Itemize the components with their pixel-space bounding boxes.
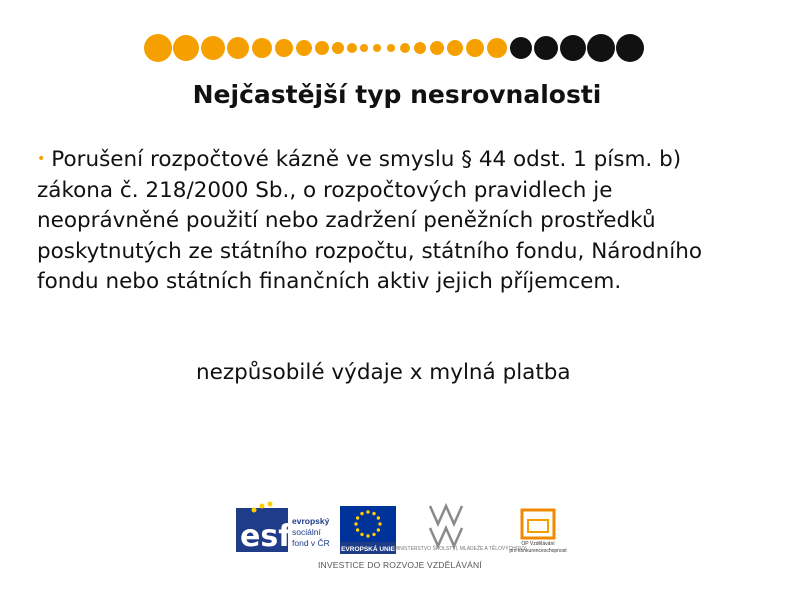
decorative-dot bbox=[466, 39, 484, 57]
paragraph-line-1-text: Porušení rozpočtové kázně ve smyslu § 44 odst. 1 písm. b) bbox=[51, 147, 682, 172]
op-text-2: pro konkurenceschopnost bbox=[509, 548, 567, 554]
decorative-dot bbox=[201, 36, 225, 60]
eu-star-icon bbox=[356, 516, 359, 519]
page-title: Nejčastější typ nesrovnalosti bbox=[192, 80, 602, 109]
esf-text-3: fond v ČR bbox=[292, 538, 330, 548]
body-paragraph bbox=[37, 144, 767, 298]
paragraph-line-3: neoprávněné použití nebo zadržení peněžních prostředků bbox=[37, 208, 656, 233]
eu-star-icon bbox=[360, 512, 363, 515]
op-text-1: OP Vzdělávání bbox=[521, 541, 555, 547]
paragraph-line-2: zákona č. 218/2000 Sb., o rozpočtových pravidlech je bbox=[37, 177, 613, 203]
paragraph-line-1 bbox=[37, 144, 767, 176]
bullet-icon: • bbox=[37, 151, 46, 167]
eu-star-icon bbox=[354, 522, 357, 525]
decorative-dot bbox=[144, 34, 172, 62]
eu-text: EVROPSKÁ UNIE bbox=[341, 546, 395, 553]
decorative-dot bbox=[616, 34, 644, 62]
decorative-dot bbox=[315, 41, 329, 55]
eu-flag-logo bbox=[340, 506, 396, 554]
decorative-dot bbox=[173, 35, 199, 61]
logo-caption: INVESTICE DO ROZVOJE VZDĚLÁVÁNÍ bbox=[318, 560, 482, 570]
eu-star-icon bbox=[378, 522, 381, 525]
decorative-dot bbox=[447, 40, 463, 56]
esf-text-1: evropský bbox=[292, 516, 330, 526]
decorative-dot bbox=[347, 43, 357, 53]
decorative-dot bbox=[487, 38, 507, 58]
eu-star-icon bbox=[356, 528, 359, 531]
decorative-dot-row bbox=[0, 0, 794, 80]
decorative-dot bbox=[252, 38, 272, 58]
paragraph-line-4: poskytnutých ze státního rozpočtu, státního fondu, Národního bbox=[37, 238, 703, 264]
eu-star-icon bbox=[366, 510, 369, 513]
decorative-dot bbox=[296, 40, 312, 56]
esf-text-2: sociální bbox=[292, 527, 321, 537]
eu-star-icon bbox=[377, 516, 380, 519]
eu-star-icon bbox=[366, 534, 369, 537]
eu-star-icon bbox=[360, 533, 363, 536]
eu-star-icon bbox=[377, 528, 380, 531]
decorative-dot bbox=[373, 44, 381, 52]
decorative-dot bbox=[387, 44, 395, 52]
decorative-dot bbox=[430, 41, 444, 55]
decorative-dot bbox=[414, 42, 426, 54]
paragraph-line-5: fondu nebo státních finančních aktiv jejich příjemcem. bbox=[37, 269, 622, 294]
eu-star-icon bbox=[372, 512, 375, 515]
svg-text:esf: esf bbox=[240, 519, 292, 554]
decorative-dot bbox=[560, 35, 586, 61]
decorative-dot bbox=[587, 34, 615, 62]
decorative-dot bbox=[510, 37, 532, 59]
esf-logo bbox=[236, 502, 330, 555]
decorative-dot bbox=[360, 44, 368, 52]
op-logo bbox=[509, 510, 567, 554]
msmt-text: MINISTERSTVO ŠKOLSTVÍ, MLÁDEŽE A TĚLOVÝCHOVY bbox=[393, 546, 527, 552]
note-text: nezpůsobilé výdaje x mylná platba bbox=[196, 360, 571, 385]
decorative-dot bbox=[534, 36, 558, 60]
decorative-dot bbox=[400, 43, 410, 53]
decorative-dot bbox=[332, 42, 344, 54]
eu-star-icon bbox=[372, 533, 375, 536]
decorative-dot bbox=[275, 39, 293, 57]
msmt-logo bbox=[394, 506, 527, 552]
decorative-dot bbox=[227, 37, 249, 59]
